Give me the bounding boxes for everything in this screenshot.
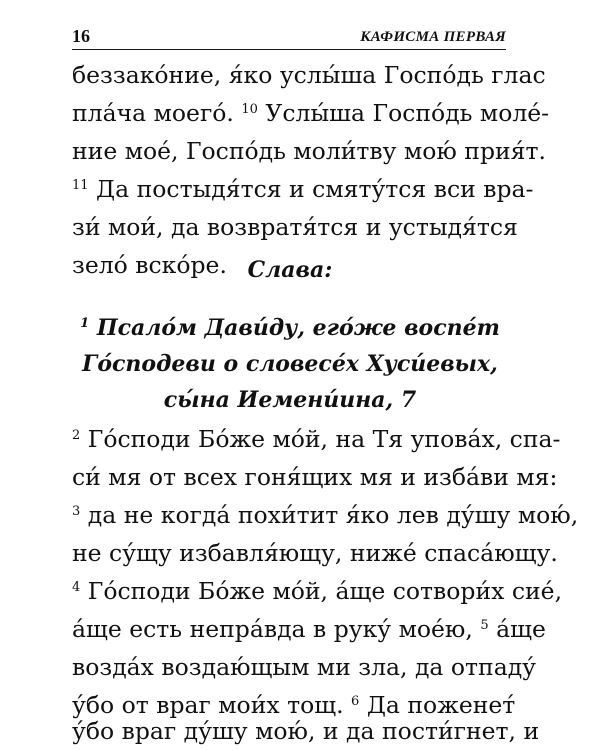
text-line (72, 712, 540, 750)
text-segment: у́бо враг ду́шу мою́, и да пости́гнет, и (72, 717, 540, 745)
text-line (72, 56, 546, 94)
text-line (72, 496, 579, 534)
text-segment: пла́ча моего́. (72, 99, 234, 127)
slava-text: Слава: (247, 257, 333, 283)
verse-number: 1 (80, 316, 90, 331)
text-segment: не су́щу избавля́ющу, ниже́ спаса́ющу. (72, 539, 558, 567)
text-segment: зело́ вско́ре. (72, 251, 227, 279)
text-segment: Го́споди Бо́же мо́й, на Тя упова́х, спа- (87, 425, 561, 453)
verse-number: 2 (72, 428, 81, 443)
verse-number: 4 (72, 580, 81, 595)
text-segment: а́ще есть непра́вда в руку́ мое́ю, (72, 615, 473, 643)
text-line (72, 94, 550, 132)
text-line (72, 648, 537, 686)
text-segment: возда́х воздаю́щым ми зла, да отпаду́ (72, 653, 537, 681)
heading-segment: Псало́м Дави́ду, его́же воспе́т (96, 315, 500, 341)
verse-number: 11 (72, 178, 89, 193)
text-segment: Услы́ша Госпо́дь моле́- (265, 99, 550, 127)
text-segment: си́ мя от всех гоня́щих мя и изба́ви мя: (72, 463, 558, 491)
psalm-heading-line (72, 382, 508, 418)
text-segment: Го́споди Бо́же мо́й, а́ще сотвори́х сие́, (87, 577, 563, 605)
heading-segment: Го́сподеви о словесе́х Хуси́евых, (82, 351, 498, 377)
slava-heading (72, 252, 508, 288)
running-head (72, 25, 506, 50)
text-line (72, 534, 558, 572)
text-segment: Да постыдя́тся и смяту́тся вси вра- (96, 175, 534, 203)
text-line (72, 420, 561, 458)
psalm-heading-line (72, 310, 508, 346)
verse-number: 3 (72, 504, 81, 519)
text-segment: у́бо от враг мои́х тощ. (72, 691, 344, 719)
text-segment: да не когда́ похи́тит я́ко лев ду́шу мою́, (87, 501, 579, 529)
text-line (72, 458, 558, 496)
verse-number: 5 (480, 618, 489, 633)
page-number: 16 (72, 26, 90, 46)
text-segment: ние мое́, Госпо́дь моли́тву мою́ прия́т. (72, 137, 546, 165)
text-segment: Да поженет́ (366, 691, 516, 719)
text-line (72, 132, 546, 170)
section-title: КАФИСМА ПЕРВАЯ (360, 29, 506, 45)
text-line (72, 572, 563, 610)
text-segment: а́ще (496, 615, 546, 643)
heading-segment: сы́на Иемени́ина, 7 (163, 387, 417, 413)
text-line (72, 610, 546, 648)
text-segment: беззако́ние, я́ко услы́ша Госпо́дь глас (72, 61, 546, 89)
psalm-heading-line (72, 346, 508, 382)
verse-number: 10 (241, 102, 258, 117)
text-segment: зи́ мои́, да возвратя́тся и устыдя́тся (72, 213, 518, 241)
text-line (72, 208, 518, 246)
text-line (72, 170, 534, 208)
verse-number: 6 (351, 694, 360, 709)
